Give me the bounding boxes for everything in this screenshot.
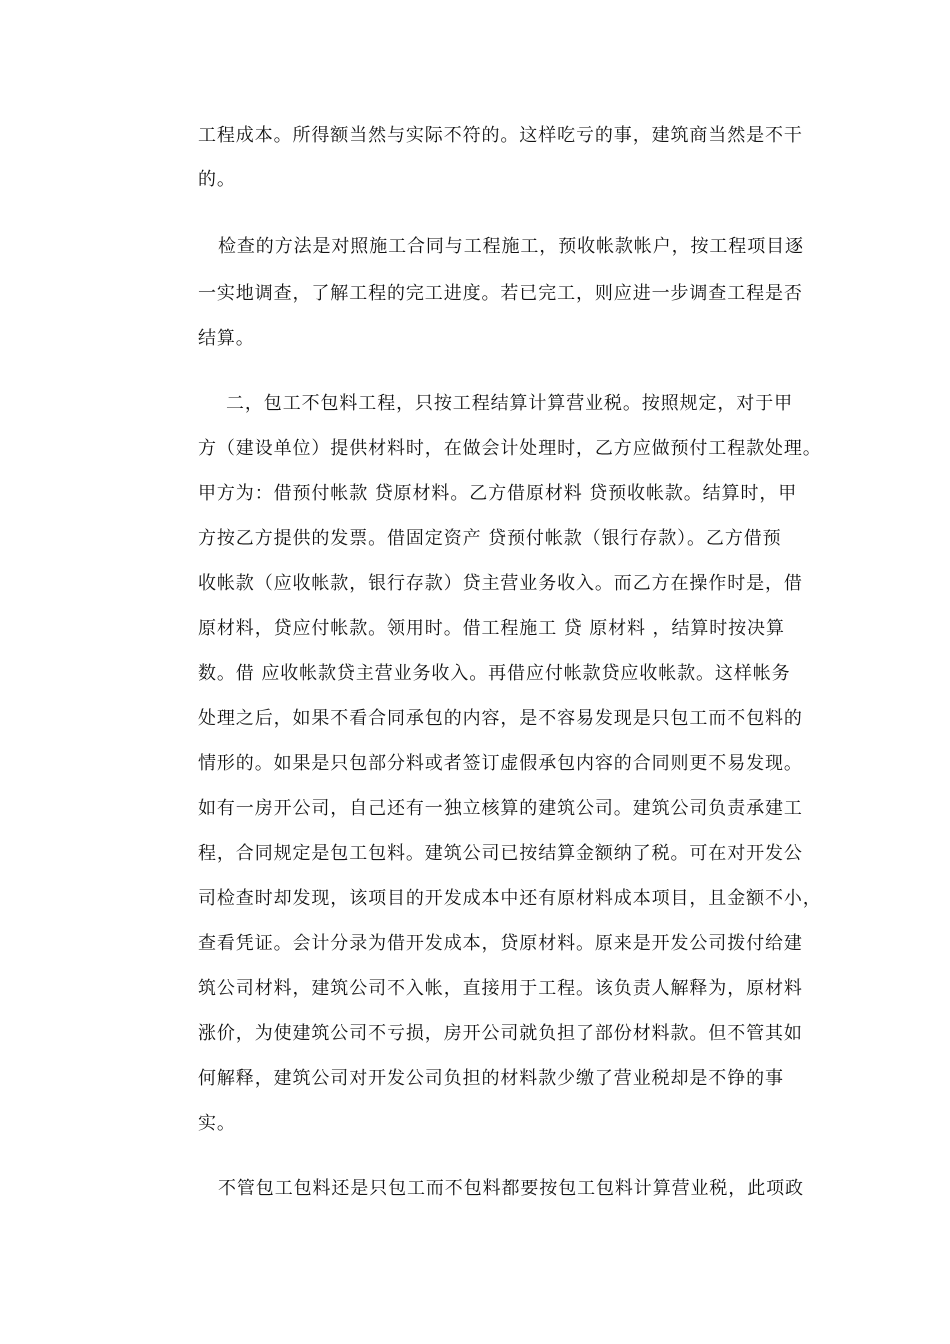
text-line: 方按乙方提供的发票。借固定资产 贷预付帐款（银行存款）。乙方借预 xyxy=(198,528,782,549)
text-line: 查看凭证。会计分录为借开发成本，贷原材料。原来是开发公司拨付给建 xyxy=(198,933,803,954)
text-line: 收帐款（应收帐款，银行存款）贷主营业务收入。而乙方在操作时是，借 xyxy=(198,573,803,594)
text-line: 筑公司材料，建筑公司不入帐，直接用于工程。该负责人解释为，原材料 xyxy=(198,978,803,999)
text-line: 甲方为：借预付帐款 贷原材料。乙方借原材料 贷预收帐款。结算时，甲 xyxy=(198,483,798,504)
text-line: 方（建设单位）提供材料时，在做会计处理时，乙方应做预付工程款处理。 xyxy=(198,438,822,459)
text-line: 程，合同规定是包工包料。建筑公司已按结算金额纳了税。可在对开发公 xyxy=(198,843,803,864)
text-line: 工程成本。所得额当然与实际不符的。这样吃亏的事，建筑商当然是不干 xyxy=(198,125,803,146)
text-line: 一实地调查，了解工程的完工进度。若已完工，则应进一步调查工程是否 xyxy=(198,283,803,304)
text-line: 如有一房开公司，自己还有一独立核算的建筑公司。建筑公司负责承建工 xyxy=(198,798,803,819)
text-line: 二，包工不包料工程，只按工程结算计算营业税。按照规定，对于甲 xyxy=(226,393,793,414)
text-line: 原材料，贷应付帐款。领用时。借工程施工 贷 原材料 ，结算时按决算 xyxy=(198,618,785,639)
text-line: 不管包工包料还是只包工而不包料都要按包工包料计算营业税，此项政 xyxy=(218,1178,804,1199)
text-line: 数。借 应收帐款贷主营业务收入。再借应付帐款贷应收帐款。这样帐务 xyxy=(198,663,791,684)
text-line: 的。 xyxy=(198,169,236,190)
text-line: 何解释，建筑公司对开发公司负担的材料款少缴了营业税却是不铮的事 xyxy=(198,1068,784,1089)
text-line: 处理之后，如果不看合同承包的内容，是不容易发现是只包工而不包料的 xyxy=(198,708,803,729)
text-line: 结算。 xyxy=(198,328,255,349)
text-line: 情形的。如果是只包部分料或者签订虚假承包内容的合同则更不易发现。 xyxy=(198,753,803,774)
text-line: 涨价，为使建筑公司不亏损，房开公司就负担了部份材料款。但不管其如 xyxy=(198,1023,803,1044)
text-line: 实。 xyxy=(198,1113,236,1134)
text-line: 司检查时却发现，该项目的开发成本中还有原材料成本项目，且金额不小， xyxy=(198,888,822,909)
text-line: 检查的方法是对照施工合同与工程施工，预收帐款帐户，按工程项目逐 xyxy=(218,236,804,257)
